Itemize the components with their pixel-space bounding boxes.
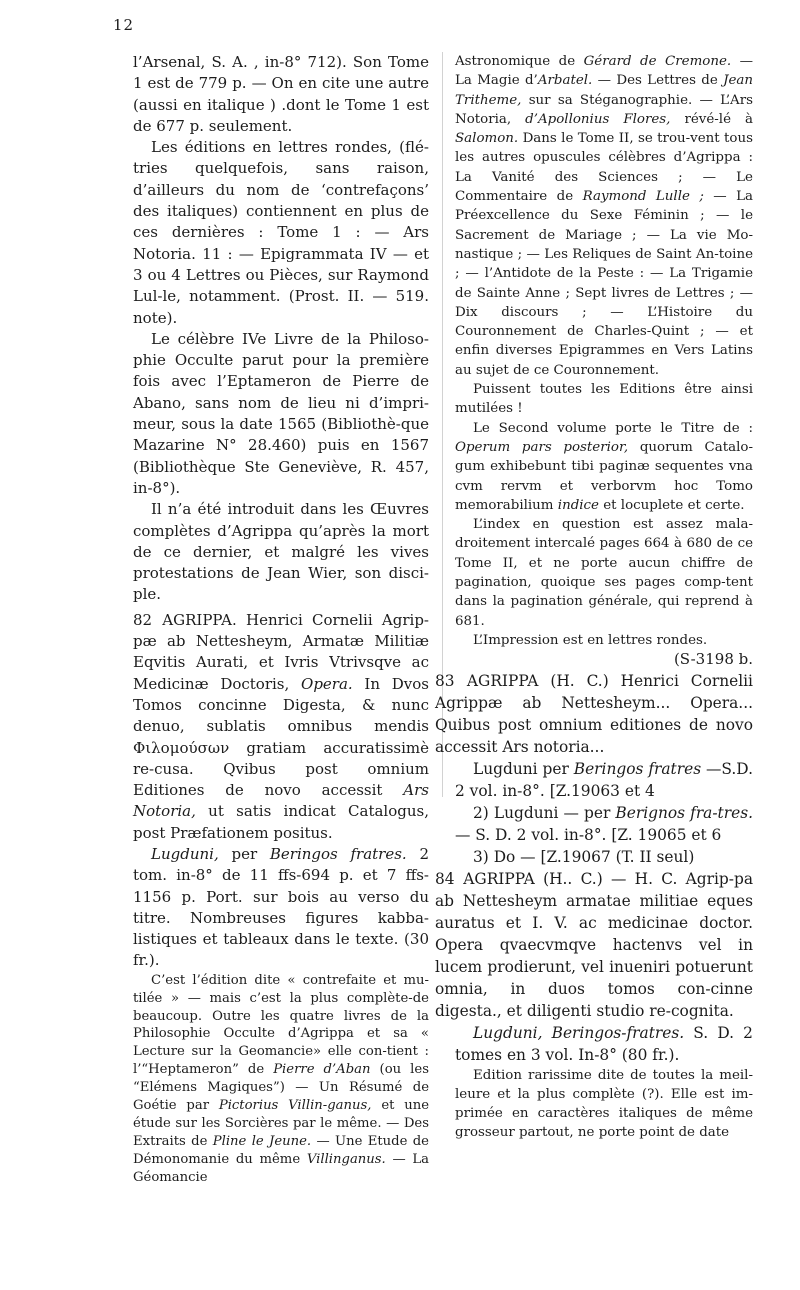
paragraph-index: L’index en question est assez mala-droitement intercalé pages 664 à 680 de ce Tome II, et ne porte aucun chiffre de pagination, quoique ses pages comp-tent dans la pagination générale, qui reprend à 681.	[455, 517, 753, 629]
shelfmark: [Z.19063 et 4	[549, 781, 655, 800]
page-number: 12	[113, 16, 135, 34]
paragraph-oeuvres: Il n’a été introduit dans les Œuvres complètes d’Agrippa qu’après la mort de ce dernier, et malgré les vives protestations de Jean Wier, son disci-ple.	[133, 500, 429, 604]
entry-84: 84 AGRIPPA (H.. C.) — H. C. Agrip-pa ab Nettesheym armatae militiae eques auratus et I. V. ac medicinae doctor. Opera qvaecvmqve hactenvs vel in lucem prodierunt, vel inueniri potuerunt omnia, in duos tomos con-cinne digesta., et diligenti studio re-cognita. Lugduni, Beringos-fratres. S. D. 2 tomes en 3 vol. In-8° (80 fr.). Edition rarissime dite de toutes la meil-leure et la plus complète (?). Elle est im-primée en caractères italiques de même grosseur partout, ne porte point de date	[455, 868, 753, 1143]
entry-number: 84	[435, 869, 455, 888]
entry-82-note-continued: Astronomique de Gérard de Cremone. — La Magie d’Arbatel. — Des Lettres de Jean Tritheme, sur sa Stéganographie. — L’Ars Notoria, d’Apollonius Flores, révé-lé à Salomon. Dans le Tome II, se trou-vent tous les autres opuscules célèbres d’Agrippa : La Vanité des Sciences ; — Le Commentaire de Raymond Lulle ; — La Préexcellence du Sexe Féminin ; — le Sacrement de Mariage ; — La vie Mo-nastique ; — Les Reliques de Saint An-toine ; — l’Antidote de la Peste : — La Trigamie de Sainte Anne ; Sept livres de Lettres ; — Dix discours ; — L’Histoire du Couronnement de Charles-Quint ; — et enfin diverses Epigrammes en Vers Latins au sujet de ce Couronnement. Puissent toutes les Editions être ainsi mutilées ! Le Second volume porte le Titre de : Operum pars posterior, quorum Catalo-gum exhibebunt tibi paginæ sequentes vna cvm rervm et verborvm hoc Tomo memorabilium indice et locuplete et certe. L’index en question est assez mala-droitement intercalé pages 664 à 680 de ce Tome II, et ne porte aucun chiffre de pagination, quoique ses pages comp-tent dans la pagination générale, qui reprend à 681. L’Impression est en lettres rondes. (S-3198 b.	[455, 54, 753, 669]
entry-84-note: Edition rarissime dite de toutes la meil-leure et la plus complète (?). Elle est im-primée en caractères italiques de même grosseur partout, ne porte point de date	[455, 1067, 753, 1141]
shelfmark: (S-3198 b.	[673, 650, 753, 669]
paragraph-editions: Les éditions en lettres rondes, (flé-tries quelquefois, sans raison, d’ailleurs du nom de ‘contrefaçons’ des italiques) contiennent en plus de ces dernières : Tome 1 : — Ars Notoria. 11 : — Epigrammata IV — et 3 ou 4 Lettres ou Pièces, sur Raymond Lul-le, notamment. (Prost. II. — 519. note).	[133, 138, 429, 327]
paragraph-second-volume: Le Second volume porte le Titre de : Operum pars posterior, quorum Catalo-gum exhibebunt tibi paginæ sequentes vna cvm rervm et verborvm hoc Tomo memorabilium indice et locuplete et certe.	[455, 420, 753, 513]
entry-82-note: C’est l’édition dite « contrefaite et mu-tilée » — mais c’est la plus complète-de beaucoup. Outre les quatre livres de la Philosophie Occulte d’Agrippa et sa « Lecture sur la Geomancie» elle con-tient : l’“Heptameron” de Pierre d’Aban (ou les “Elémens Magiques”) — Un Résumé de Goétie par Pictorius Villin-ganus, et une étude sur les Sorcières par le même. — Des Extraits de Pline le Jeune. — Une Etude de Démonomanie du même Villinganus. — La Géomancie	[133, 972, 430, 1185]
entry-number: 83	[435, 671, 455, 690]
paragraph-impression: L’Impression est en lettres rondes.	[473, 632, 708, 648]
paragraph-arsenal: l’Arsenal, S. A. , in-8° 712). Son Tome 1 est de 779 p. — On en cite une autre (aussi en italique ) .dont le Tome 1 est de 677 p. seulement.	[133, 53, 429, 135]
paragraph-mutilees: Puissent toutes les Editions être ainsi mutilées !	[455, 382, 753, 417]
entry-82: 82 AGRIPPA. Henrici Cornelii Agrip-pæ ab Nettesheym, Armatæ Militiæ Eqvitis Aurati, et Ivris Vtrivsqve ac Medicinæ Doctoris, Opera. In Dvos Tomos concinne Digesta, & nunc denuo, sublatis omnibus mendis Φιλομούσων gratiam accuratissimè re-cusa. Qvibus post omnium Editiones de novo accessit Ars Notoria, ut satis indicat Catalogus, post Præfationem positus.	[133, 610, 429, 842]
entry-83: 83 AGRIPPA (H. C.) Henrici Cornelii Agrippæ ab Nettesheym... Opera... Quibus post omnium editiones de novo accessit Ars notoria... Lugduni per Beringos fratres —S.D. 2 vol. in-8°. [Z.19063 et 4 2) Lugduni — per Berignos fra-tres. — S. D. 2 vol. in-8°. [Z. 19065 et 6 3) Do — [Z.19067 (T. II seul)	[435, 671, 753, 866]
paragraph-livre-iv: Le célèbre IVe Livre de la Philoso-phie Occulte parut pour la première fois avec l’Eptameron de Pierre de Abano, sans nom de lieu ni d’impri-meur, sous la date 1565 (Bibliothè-que Mazarine N° 28.460) puis en 1567 (Bibliothèque Ste Geneviève, R. 457, in-8°).	[133, 329, 429, 497]
shelfmark: [Z. 19065 et 6	[611, 825, 722, 844]
entry-82-imprint: Lugduni, per Beringos fratres. 2 tom. in-8° de 11 ffs-694 p. et 7 ffs-1156 p. Port. sur bois au verso du titre. Nombreuses figures kabba-listiques et tableaux dans le texte. (30 fr.).	[133, 844, 429, 970]
shelfmark: [Z.19067 (T. II seul)	[540, 847, 695, 866]
right-column	[435, 52, 753, 1143]
left-column	[133, 52, 429, 1187]
entry-number: 82	[133, 610, 153, 629]
